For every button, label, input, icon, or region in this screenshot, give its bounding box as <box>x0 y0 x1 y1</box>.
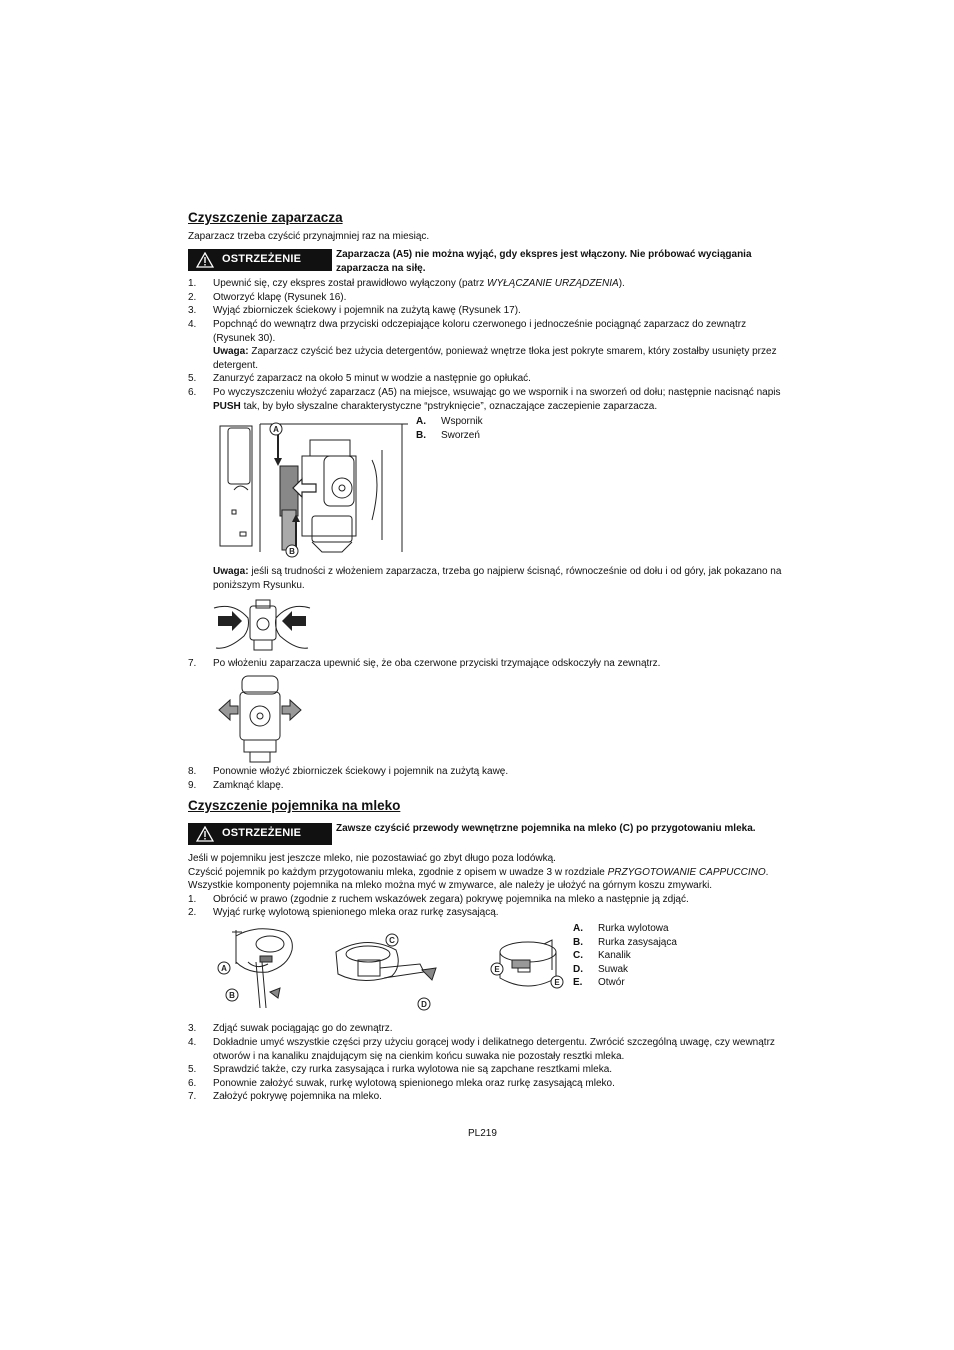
milk-holes-figure <box>488 938 572 998</box>
fig-label-a: A <box>221 964 227 973</box>
body-text: Wszystkie komponenty pojemnika na mleko można myć w zmywarce, ale należy je ułożyć na górnym koszu zmywarki. <box>188 880 713 891</box>
fig-label-d: D <box>421 1000 427 1009</box>
page-number: PL219 <box>468 1128 497 1139</box>
warning-text: Zawsze czyścić przewody wewnętrzne pojemnika na mleko (C) po przygotowaniu mleka. <box>336 823 756 834</box>
milk-tubes-figure <box>214 922 314 1014</box>
fig-label-e: E <box>554 978 560 987</box>
brewer-buttons-figure <box>218 672 302 764</box>
note-text: Uwaga: jeśli są trudności z włożeniem zaparzacza, trzeba go najpierw ścisnąć, równocześnie od dołu i od góry, jak pokazano na poniższym Rysunku. <box>213 566 782 591</box>
warning-icon <box>196 826 214 847</box>
brewer-insert-figure <box>212 420 412 562</box>
brewer-squeeze-figure <box>212 598 312 652</box>
warning-label: OSTRZEŻENIE <box>222 253 302 265</box>
note-text: Uwaga: Zaparzacz czyścić bez użycia detergentów, ponieważ wnętrze tłoka jest pokryte smarem, który zostałby usunięty przez detergent. <box>213 346 777 371</box>
fig-label-a: A <box>273 425 279 434</box>
warning-box <box>188 823 332 845</box>
fig-label-b: B <box>289 547 295 556</box>
section-title-milk: Czyszczenie pojemnika na mleko <box>188 798 401 813</box>
fig-label-e: E <box>494 965 500 974</box>
warning-icon <box>196 252 214 273</box>
warning-label: OSTRZEŻENIE <box>222 827 302 839</box>
fig-label-c: C <box>389 936 395 945</box>
fig-label-b: B <box>229 991 235 1000</box>
body-text: Jeśli w pojemniku jest jeszcze mleko, nie pozostawiać go zbyt długo poza lodówką. <box>188 853 556 864</box>
milk-slider-figure <box>330 930 450 1014</box>
warning-text: Zaparzacza (A5) nie można wyjąć, gdy ekspres jest włączony. Nie próbować wyciągania zaparzacza na siłę. <box>336 249 752 274</box>
section-title-brewer: Czyszczenie zaparzacza <box>188 210 343 225</box>
intro-text: Zaparzacz trzeba czyścić przynajmniej raz na miesiąc. <box>188 231 430 242</box>
body-text: Czyścić pojemnik po każdym przygotowaniu mleka, zgodnie z opisem w uwadze 3 w rozdziale PRZYGOTOWANIE CAPPUCCINO. <box>188 867 769 878</box>
warning-box <box>188 249 332 271</box>
